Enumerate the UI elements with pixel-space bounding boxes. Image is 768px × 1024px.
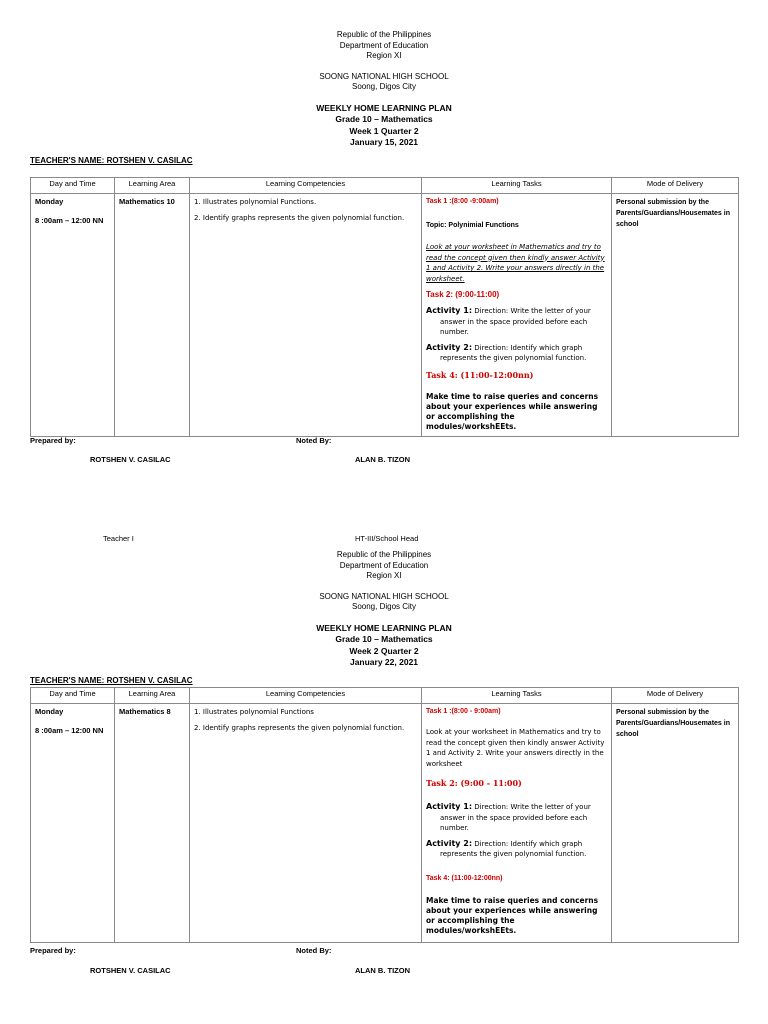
plan-date: January 15, 2021 <box>349 137 419 147</box>
competency-2: 2. Identify graphs represents the given polynomial function. <box>194 724 405 732</box>
plan1-header <box>0 30 768 149</box>
competency-2: 2. Identify graphs represents the given polynomial function. <box>194 214 405 222</box>
noted-by-label: Noted By: <box>296 436 332 445</box>
teacher-name: TEACHER'S NAME: ROTSHEN V. CASILAC <box>30 156 193 165</box>
activity-1 <box>426 802 607 834</box>
activity-2 <box>426 839 607 860</box>
noter-name: ALAN B. TIZON <box>355 966 410 975</box>
activity-1-label: Activity 1: <box>426 802 473 811</box>
activity-2-text-cont: represents the given polynomial function. <box>440 850 587 858</box>
col-day-time: Day and Time <box>31 178 115 194</box>
mode-cell <box>612 704 739 943</box>
republic-line: Republic of the Philippines <box>336 550 432 559</box>
plan2-header <box>0 550 768 669</box>
time: 8 :00am – 12:00 NN <box>35 726 104 735</box>
school-address: Soong, Digos City <box>351 602 417 611</box>
prepared-by-label: Prepared by: <box>30 436 76 445</box>
teacher-name: TEACHER'S NAME: ROTSHEN V. CASILAC <box>30 676 193 685</box>
competency-1: 1. Illustrates polynomial Functions <box>194 708 314 716</box>
activity-1 <box>426 306 607 338</box>
time: 8 :00am – 12:00 NN <box>35 216 104 225</box>
department-line: Department of Education <box>339 40 429 50</box>
region-line: Region XI <box>366 571 402 580</box>
activity-1-text-cont: answer in the space provided before each number. <box>440 317 588 336</box>
activity-1-label: Activity 1: <box>426 306 473 315</box>
table-header-row <box>31 178 739 194</box>
task-2: Task 2: (9:00 - 11:00) <box>426 778 522 788</box>
region-line: Region XI <box>366 51 402 60</box>
col-learning-area: Learning Area <box>115 178 190 194</box>
instruction: Look at your worksheet in Mathematics and try to read the concept given then kindly answer Activity 1 and Activity 2. Write your answers directly in the worksheet <box>426 728 605 768</box>
topic: Topic: Polynimial Functions <box>426 222 519 229</box>
noter-title: HT-III/School Head <box>355 534 419 543</box>
tasks-cell <box>422 194 612 437</box>
preparer-name: ROTSHEN V. CASILAC <box>90 966 171 975</box>
preparer-name: ROTSHEN V. CASILAC <box>90 455 171 464</box>
reminder: Make time to raise queries and concerns about your experiences while answering or accomplishing the modules/workshEEts. <box>426 895 599 935</box>
week-quarter: Week 1 Quarter 2 <box>349 125 419 136</box>
col-tasks: Learning Tasks <box>422 688 612 704</box>
competency-1: 1. Illustrates polynomial Functions. <box>194 198 317 206</box>
col-mode: Mode of Delivery <box>612 178 739 194</box>
competencies-cell <box>190 194 422 437</box>
grade-subject: Grade 10 – Mathematics <box>335 114 433 124</box>
task-2: Task 2: (9:00-11:00) <box>426 290 500 299</box>
table-row <box>31 194 739 437</box>
activity-1-text: Direction: Write the letter of your <box>472 803 591 811</box>
noted-by-label: Noted By: <box>296 946 332 955</box>
school-name: SOONG NATIONAL HIGH SCHOOL <box>319 71 449 81</box>
activity-2-text: Direction: Identify which graph <box>472 343 583 352</box>
col-competencies: Learning Competencies <box>190 178 422 194</box>
week-quarter: Week 2 Quarter 2 <box>349 645 419 656</box>
grade-subject: Grade 10 – Mathematics <box>335 634 433 644</box>
day-time-cell <box>31 194 115 437</box>
task-4: Task 4: (11:00-12:00nn) <box>426 874 503 882</box>
learning-area-cell <box>115 194 190 437</box>
learning-area: Mathematics 8 <box>119 707 171 716</box>
department-line: Department of Education <box>339 560 429 570</box>
plan-title: WEEKLY HOME LEARNING PLAN <box>316 102 452 113</box>
col-day-time: Day and Time <box>31 688 115 704</box>
reminder: Make time to raise queries and concerns about your experiences while answering or accomplishing the modules/workshEEts. <box>426 391 599 431</box>
activity-1-text-cont: answer in the space provided before each number. <box>440 813 588 832</box>
plan-date: January 22, 2021 <box>349 657 419 667</box>
tasks-cell <box>422 704 612 943</box>
day: Monday <box>35 707 64 716</box>
task-1: Task 1 :(8:00 -9:00am) <box>426 198 499 205</box>
col-tasks: Learning Tasks <box>422 178 612 194</box>
col-competencies: Learning Competencies <box>190 688 422 704</box>
col-mode: Mode of Delivery <box>612 688 739 704</box>
plan-title: WEEKLY HOME LEARNING PLAN <box>316 622 452 633</box>
col-learning-area: Learning Area <box>115 688 190 704</box>
school-name: SOONG NATIONAL HIGH SCHOOL <box>319 591 449 601</box>
school-address: Soong, Digos City <box>351 82 417 91</box>
activity-2-text-cont: represents the given polynomial function. <box>440 354 587 362</box>
instruction: Look at your worksheet in Mathematics and try to read the concept given then kindly answer Activity 1 and Activity 2. Write your answers directly in the worksheet. <box>426 243 605 283</box>
mode-of-delivery: Personal submission by the Parents/Guardians/Housemates in school <box>616 199 730 228</box>
table-row <box>31 704 739 943</box>
competencies-cell <box>190 704 422 943</box>
prepared-by-label: Prepared by: <box>30 946 76 955</box>
noter-name: ALAN B. TIZON <box>355 455 410 464</box>
day: Monday <box>35 197 64 206</box>
task-1: Task 1 :(8:00 - 9:00am) <box>426 708 501 715</box>
learning-area: Mathematics 10 <box>119 197 175 206</box>
plan1-table <box>30 177 739 437</box>
activity-2-label: Activity 2: <box>426 838 473 848</box>
mode-of-delivery: Personal submission by the Parents/Guardians/Housemates in school <box>616 709 730 738</box>
table-header-row <box>31 688 739 704</box>
activity-2-label: Activity 2: <box>426 342 473 352</box>
learning-area-cell <box>115 704 190 943</box>
mode-cell <box>612 194 739 437</box>
preparer-title: Teacher I <box>103 534 134 543</box>
republic-line: Republic of the Philippines <box>336 30 432 39</box>
plan2-table <box>30 687 739 943</box>
activity-1-text: Direction: Write the letter of your <box>472 307 591 315</box>
activity-2 <box>426 343 607 364</box>
day-time-cell <box>31 704 115 943</box>
task-4: Task 4: (11:00-12:00nn) <box>426 369 534 380</box>
activity-2-text: Direction: Identify which graph <box>472 839 583 848</box>
